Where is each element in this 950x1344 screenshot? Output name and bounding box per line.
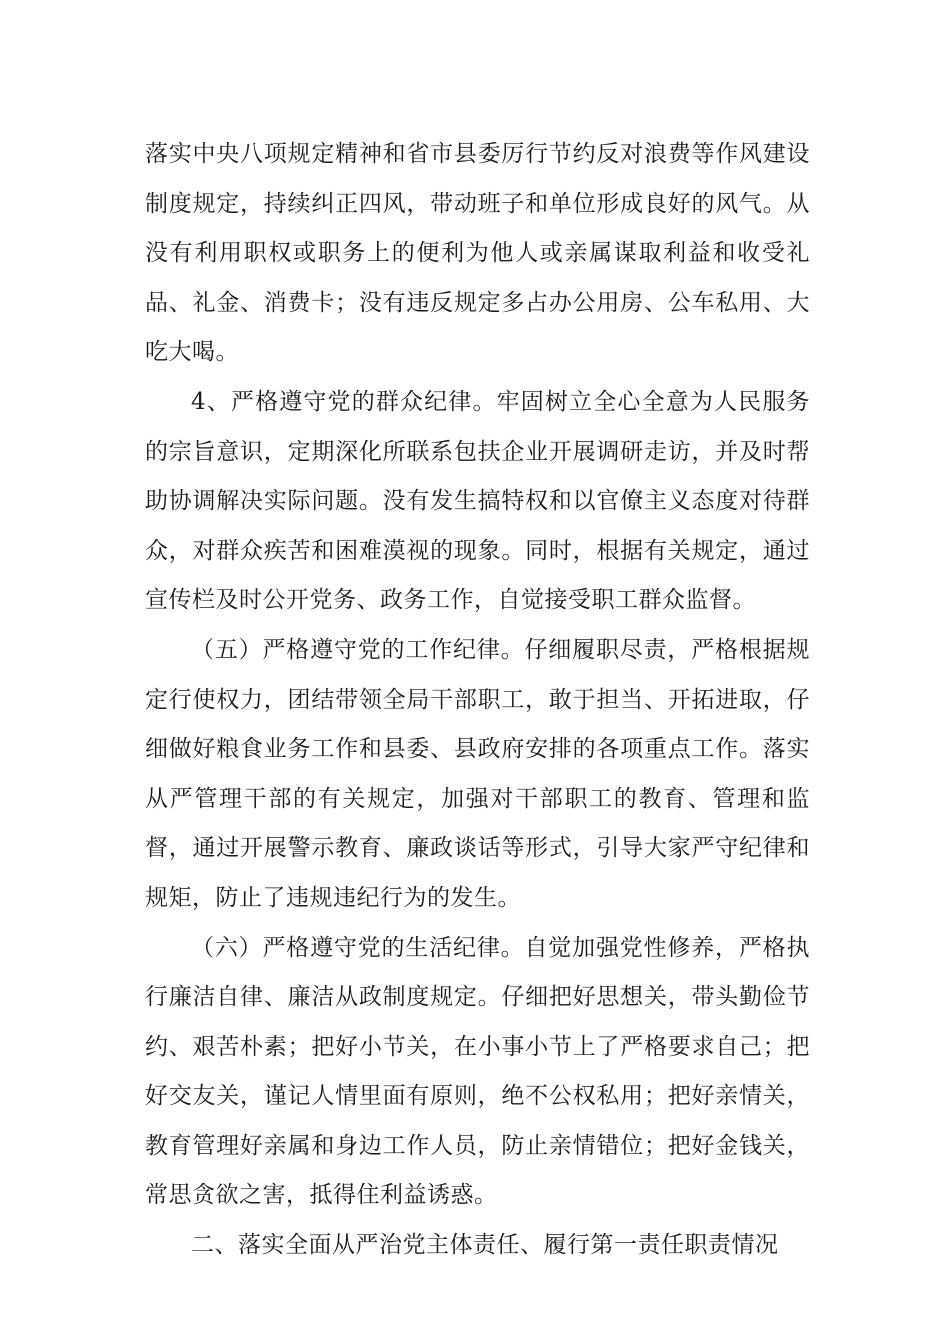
paragraph-style-rules: 落实中央八项规定精神和省市县委厉行节约反对浪费等作风建设制度规定，持续纠正四风，带动班子和单位形成良好的风气。从没有利用职权或职务上的便利为他人或亲属谋取利益和收受礼品、礼金、消费卡；没有违反规定多占办公用房、公车私用、大吃大喝。	[145, 141, 810, 366]
paragraph-mass-discipline: 4、严格遵守党的群众纪律。牢固树立全心全意为人民服务的宗旨意识，定期深化所联系包扶企业开展调研走访，并及时帮助协调解决实际问题。没有发生搞特权和以官僚主义态度对待群众，对群众疾苦和困难漠视的现象。同时，根据有关规定，通过宣传栏及时公开党务、政务工作，自觉接受职工群众监督。	[145, 388, 810, 614]
document-body	[145, 130, 810, 1271]
paragraph-life-discipline: （六）严格遵守党的生活纪律。自觉加强党性修养，严格执行廉洁自律、廉洁从政制度规定。仔细把好思想关，带头勤俭节约、艰苦朴素；把好小节关，在小事小节上了严格要求自己；把好交友关，谨记人情里面有原则，绝不公权私用；把好亲情关，教育管理好亲属和身边工作人员，防止亲情错位；把好金钱关，常思贪欲之害，抵得住利益诱惑。	[145, 934, 810, 1209]
section-heading-responsibility: 二、落实全面从严治党主体责任、履行第一责任职责情况	[191, 1232, 779, 1259]
paragraph-work-discipline: （五）严格遵守党的工作纪律。仔细履职尽责，严格根据规定行使权力，团结带领全局干部职工，敢于担当、开拓进取，仔细做好粮食业务工作和县委、县政府安排的各项重点工作。落实从严管理干部的有关规定，加强对干部职工的教育、管理和监督，通过开展警示教育、廉政谈话等形式，引导大家严守纪律和规矩，防止了违规违纪行为的发生。	[145, 636, 810, 911]
